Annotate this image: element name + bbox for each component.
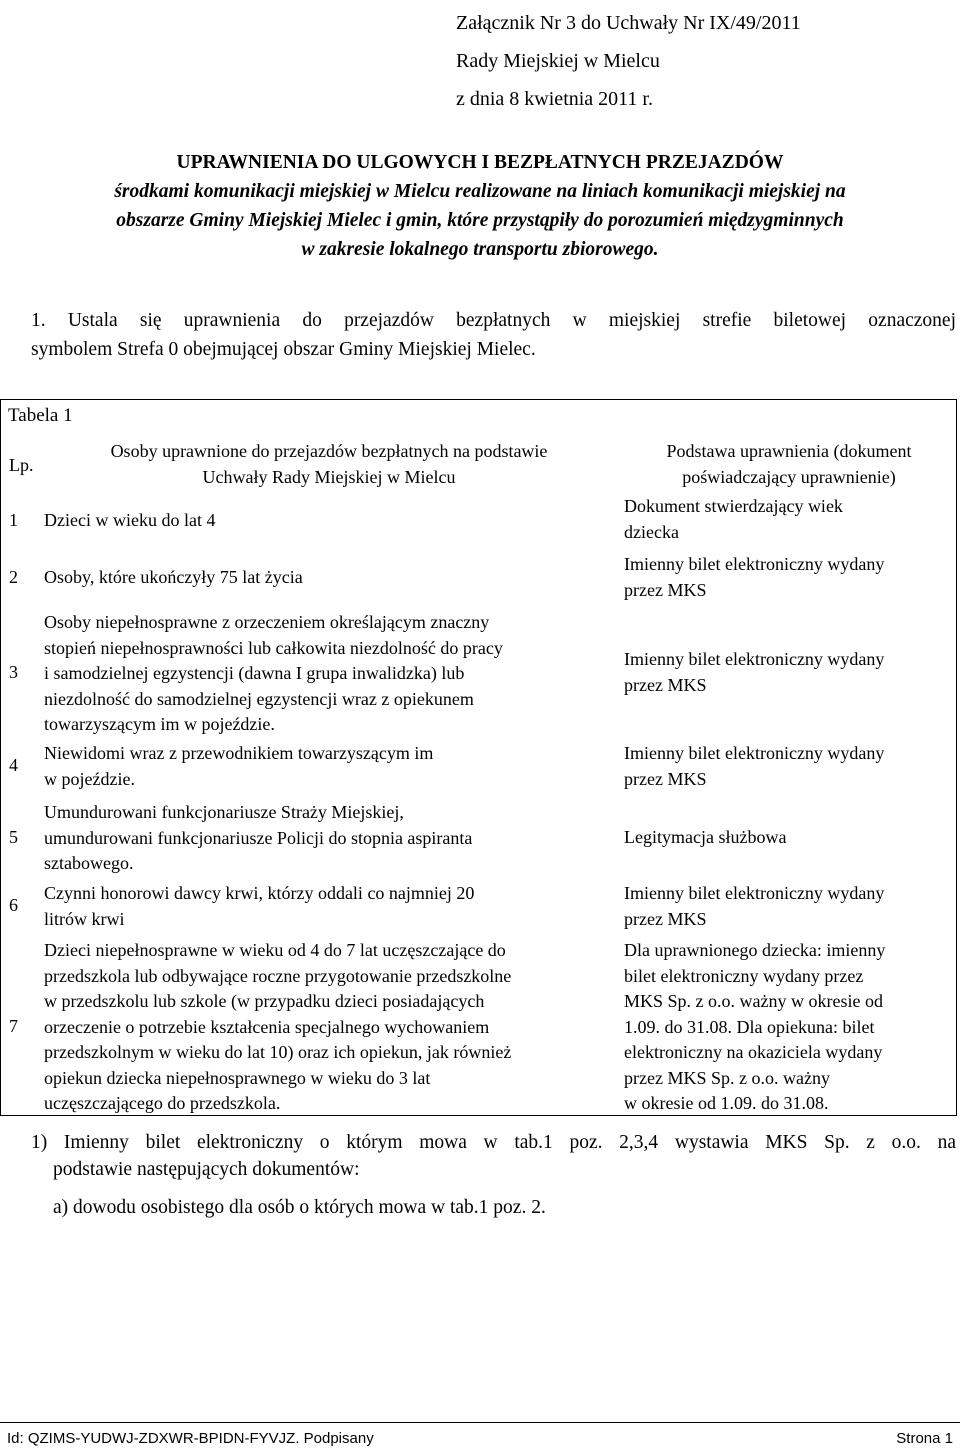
header-doc [624,439,954,490]
header-line-3: z dnia 8 kwietnia 2011 r. [456,88,653,110]
header-line-2: Rady Miejskiej w Mielcu [456,50,660,72]
row-3-desc-line-3: i samodzielnej egzystencji (dawna I grupa inwalidzka) lub [44,663,465,683]
footnote-1-line-1: 1) Imienny bilet elektroniczny o którym mowa w tab.1 poz. 2,3,4 wystawia MKS Sp. z o.o. na [31,1132,956,1153]
row-3-doc [624,647,954,698]
row-7-doc [624,938,954,1117]
page-footer [7,1430,953,1447]
row-2-doc-line-1: Imienny bilet elektroniczny wydany [624,554,885,574]
table-label: Tabela 1 [8,405,73,426]
row-5-desc [44,800,614,877]
paragraph-1-line-1: 1. Ustala się uprawnienia do przejazdów bezpłatnych w miejskiej strefie biletowej oznaczonej [31,310,956,331]
header-desc-line-2: Uchwały Rady Miejskiej w Mielcu [202,466,456,487]
row-4-doc-line-1: Imienny bilet elektroniczny wydany [624,743,885,763]
footnote-1-line-2: podstawie następujących dokumentów: [53,1159,360,1180]
title-sub-line-1: środkami komunikacji miejskiej w Mielcu realizowane na liniach komunikacji miejskiej na [114,181,846,202]
document-id: Id: QZIMS-YUDWJ-ZDXWR-BPIDN-FYVJZ. Podpisany [7,1430,374,1447]
title-sub-line-2: obszarze Gminy Miejskiej Mielec i gmin, które przystąpiły do porozumień międzygminnych [116,210,844,231]
row-7-doc-line-3: MKS Sp. z o.o. ważny w okresie od [624,991,883,1011]
row-7-doc-line-2: bilet elektroniczny wydany przez [624,965,864,986]
row-4-doc-line-2: przez MKS [624,768,707,789]
header-lp: Lp. [9,455,34,475]
row-4-lp: 4 [9,755,18,775]
row-7-desc-line-7: uczęszczającego do przedszkola. [44,1093,281,1113]
row-4-desc [44,741,614,792]
footnote-a-line: a) dowodu osobistego dla osób o których mowa w tab.1 poz. 2. [53,1197,546,1218]
row-7-desc-line-4: orzeczenie o potrzebie kształcenia specjalnego wychowaniem [44,1016,490,1037]
row-3-doc-line-2: przez MKS [624,674,707,695]
row-2-desc-line-1: Osoby, które ukończyły 75 lat życia [44,567,303,587]
row-5-desc-line-2: umundurowani funkcjonariusze Policji do stopnia aspiranta [44,827,473,848]
row-6-desc [44,881,614,932]
header-doc-line-2: poświadczający uprawnienie) [682,466,896,487]
row-6-lp: 6 [9,895,18,915]
title-sub-line-3: w zakresie lokalnego transportu zbiorowego. [301,239,659,260]
row-6-doc-line-2: przez MKS [624,908,707,929]
row-7-doc-line-4: 1.09. do 31.08. Dla opiekuna: bilet [624,1016,875,1037]
row-1-doc [624,494,954,545]
row-1-desc [44,508,614,534]
row-1-desc-line-1: Dzieci w wieku do lat 4 [44,510,216,530]
row-7-desc-line-6: opiekun dziecka niepełnosprawnego w wieku do 3 lat [44,1067,431,1088]
row-7-doc-line-5: elektroniczny na okaziciela wydany [624,1042,883,1062]
row-7-doc-line-1: Dla uprawnionego dziecka: imienny [624,940,886,960]
row-4-desc-line-2: w pojeździe. [44,768,135,789]
row-7-doc-line-7: w okresie od 1.09. do 31.08. [624,1093,829,1113]
row-3-desc-line-1: Osoby niepełnosprawne z orzeczeniem określającym znaczny [44,612,490,632]
header-desc [44,439,614,490]
row-2-doc-line-2: przez MKS [624,579,707,600]
row-6-doc [624,881,954,932]
footer-divider [0,1422,960,1423]
row-5-doc [624,825,954,851]
row-4-desc-line-1: Niewidomi wraz z przewodnikiem towarzyszącym im [44,743,434,763]
row-4-doc [624,741,954,792]
row-3-desc-line-4: niezdolność do samodzielnej egzystencji wraz z opiekunem [44,688,474,709]
footnote-1 [31,1129,956,1183]
row-2-lp: 2 [9,567,18,587]
row-7-desc-line-5: przedszkolnym w wieku do lat 10) oraz ich opiekun, jak również [44,1042,512,1062]
row-2-doc [624,552,954,603]
row-3-lp: 3 [9,662,18,682]
table-1 [0,399,957,1116]
row-3-desc-line-2: stopień niepełnosprawności lub całkowita niezdolność do pracy [44,637,503,658]
header-desc-line-1: Osoby uprawnione do przejazdów bezpłatnych na podstawie [110,441,548,461]
row-7-desc [44,938,614,1117]
row-7-lp: 7 [9,1016,18,1036]
row-1-doc-line-1: Dokument stwierdzający wiek [624,496,843,516]
paragraph-1 [31,306,956,364]
header-line-1: Załącznik Nr 3 do Uchwały Nr IX/49/2011 [456,12,801,34]
footnote-a [53,1194,960,1221]
paragraph-1-line-2: symbolem Strefa 0 obejmującej obszar Gminy Miejskiej Mielec. [31,339,536,360]
row-7-desc-line-1: Dzieci niepełnosprawne w wieku od 4 do 7 lat uczęszczające do [44,940,506,960]
row-3-doc-line-1: Imienny bilet elektroniczny wydany [624,649,885,669]
page-number: Strona 1 [896,1430,953,1447]
row-6-desc-line-2: litrów krwi [44,908,125,929]
row-6-desc-line-1: Czynni honorowi dawcy krwi, którzy oddali co najmniej 20 [44,883,475,903]
row-5-desc-line-1: Umundurowani funkcjonariusze Straży Miejskiej, [44,802,404,822]
row-3-desc [44,610,614,738]
row-3-desc-line-5: towarzyszącym im w pojeździe. [44,714,275,734]
document-title [8,148,952,264]
row-5-desc-line-3: sztabowego. [44,853,134,873]
row-7-doc-line-6: przez MKS Sp. z o.o. ważny [624,1067,830,1088]
row-1-lp: 1 [9,510,18,530]
row-2-desc [44,565,614,591]
row-7-desc-line-2: przedszkola lub odbywające roczne przygotowanie przedszkolne [44,965,512,986]
row-5-lp: 5 [9,827,18,847]
row-1-doc-line-2: dziecka [624,521,679,542]
row-5-doc-line-1: Legitymacja służbowa [624,827,787,847]
header-doc-line-1: Podstawa uprawnienia (dokument [666,441,912,461]
row-6-doc-line-1: Imienny bilet elektroniczny wydany [624,883,885,903]
row-7-desc-line-3: w przedszkolu lub szkole (w przypadku dzieci posiadających [44,991,485,1011]
title-main: UPRAWNIENIA DO ULGOWYCH I BEZPŁATNYCH PRZEJAZDÓW [176,152,784,173]
